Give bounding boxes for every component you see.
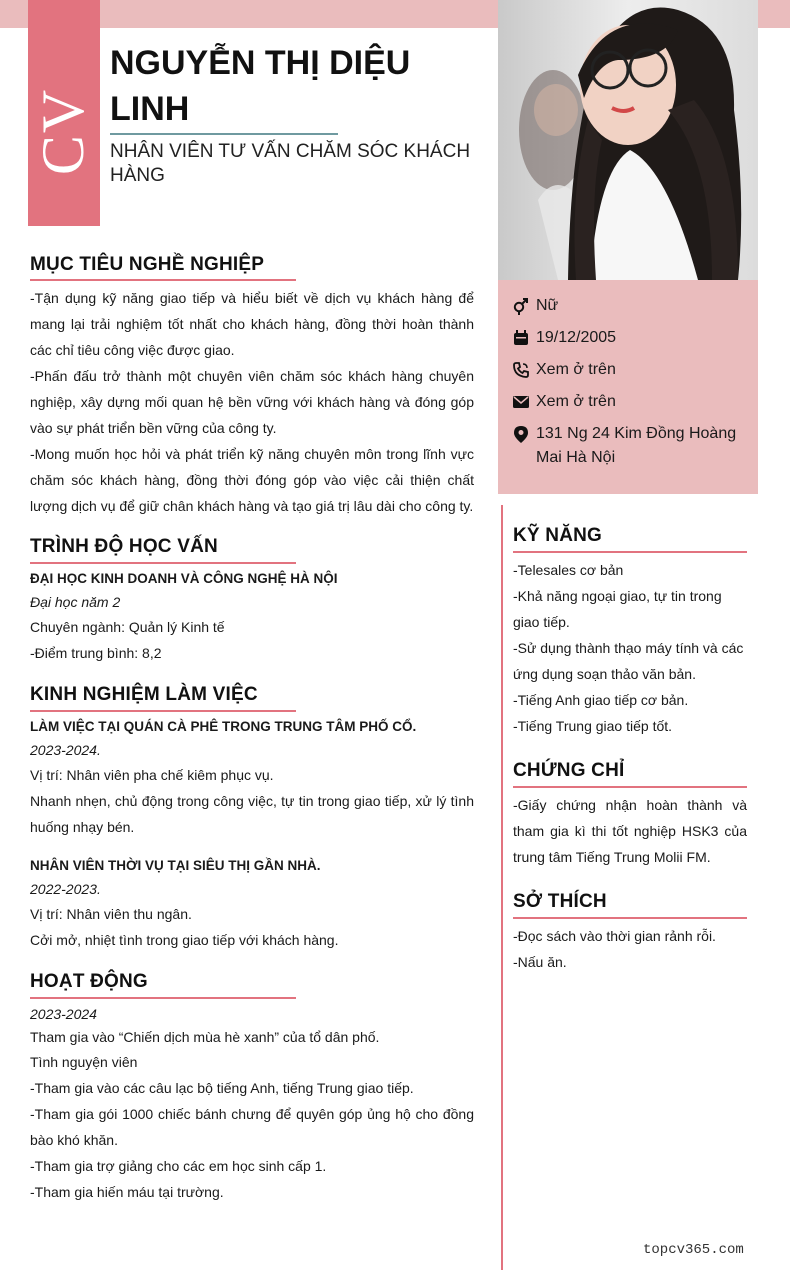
school-gpa: -Điểm trung bình: 8,2: [30, 645, 162, 661]
column-divider: [501, 505, 503, 1270]
hobbies-heading: SỞ THÍCH: [513, 891, 607, 912]
hobby-item: -Nấu ăn.: [513, 954, 567, 970]
contact-box: [498, 280, 758, 494]
hobby-item: -Đọc sách vào thời gian rảnh rỗi.: [513, 928, 716, 944]
education-heading: TRÌNH ĐỘ HỌC VẤN: [30, 536, 218, 557]
job-period-0: 2023-2024.: [30, 742, 101, 758]
experience-heading: KINH NGHIỆM LÀM VIỆC: [30, 684, 258, 705]
cv-tab: [28, 0, 100, 226]
contact-address: [512, 422, 751, 470]
skills-heading: KỸ NĂNG: [513, 525, 603, 546]
contact-phone: [512, 358, 751, 382]
objective-divider: [30, 279, 296, 281]
gender-value: Nữ: [536, 297, 559, 314]
name-divider: [110, 133, 338, 135]
job-period-1: 2022-2023.: [30, 881, 101, 897]
activities-intro: Tham gia vào “Chiến dịch mùa hè xanh” của tổ dân phố.: [30, 1029, 380, 1045]
job-position-1: Vị trí: Nhân viên thu ngân.: [30, 906, 192, 922]
objective-heading: MỤC TIÊU NGHỀ NGHIỆP: [30, 254, 265, 275]
objective-paragraph: -Mong muốn học hỏi và phát triển kỹ năng chuyên môn trong lĩnh vực chăm sóc khách hàng, đồng thời đóng góp vào việc cải thiện chất lượng dịch vụ để giữ chân khách hàng và tạo giá trị lâu dài cho công ty.: [30, 446, 474, 514]
activity-item: -Tham gia hiến máu tại trường.: [30, 1184, 224, 1200]
skills-divider: [513, 551, 747, 553]
objective-paragraph: -Phấn đấu trở thành một chuyên viên chăm sóc khách hàng chuyên nghiệp, xây dựng mối quan hệ bền vững với khách hàng và đóng góp vào sự phát triển bền vững của công ty.: [30, 368, 474, 436]
objective-paragraph: -Tận dụng kỹ năng giao tiếp và hiểu biết về dịch vụ khách hàng để mang lại trải nghiệm tốt nhất cho khách hàng, đồng thời hoàn thành các chỉ tiêu công việc được giao.: [30, 290, 474, 358]
address-value: 131 Ng 24 Kim Đồng Hoàng Mai Hà Nội: [536, 425, 737, 466]
profile-photo: [498, 0, 758, 280]
experience-divider: [30, 710, 296, 712]
skill-item: -Tiếng Trung giao tiếp tốt.: [513, 718, 673, 734]
job-title: NHÂN VIÊN TƯ VẤN CHĂM SÓC KHÁCH HÀNG: [110, 141, 471, 186]
education-divider: [30, 562, 296, 564]
skill-item: -Telesales cơ bản: [513, 562, 624, 578]
activities-role: Tình nguyện viên: [30, 1054, 138, 1070]
job-desc-1: Cởi mở, nhiệt tình trong giao tiếp với khách hàng.: [30, 932, 339, 948]
candidate-name: NGUYỄN THỊ DIỆU LINH: [110, 44, 411, 128]
hobbies-divider: [513, 917, 747, 919]
activity-item: -Tham gia gói 1000 chiếc bánh chưng để quyên góp ủng hộ cho đồng bào khó khăn.: [30, 1106, 474, 1148]
contact-email: [512, 390, 751, 414]
phone-value: Xem ở trên: [536, 361, 616, 378]
activities-divider: [30, 997, 296, 999]
mail-icon: [512, 390, 529, 414]
phone-icon: [512, 358, 529, 382]
footer-watermark: topcv365.com: [643, 1242, 744, 1258]
activity-item: -Tham gia vào các câu lạc bộ tiếng Anh, tiếng Trung giao tiếp.: [30, 1080, 414, 1096]
email-value: Xem ở trên: [536, 393, 616, 410]
activities-period: 2023-2024: [30, 1006, 97, 1022]
dob-value: 19/12/2005: [536, 329, 617, 346]
certificate-text: -Giấy chứng nhận hoàn thành và tham gia kì thi tốt nghiệp HSK3 của trung tâm Tiếng Trung Molii FM.: [513, 797, 747, 865]
job-title-1: NHÂN VIÊN THỜI VỤ TẠI SIÊU THỊ GẦN NHÀ.: [30, 858, 321, 873]
contact-dob: [512, 326, 751, 350]
skill-item: -Sử dụng thành thạo máy tính và các ứng dụng soạn thảo văn bản.: [513, 640, 744, 682]
cv-label: CV: [30, 87, 97, 175]
gender-icon: [512, 294, 529, 318]
school-major: Chuyên ngành: Quản lý Kinh tế: [30, 619, 225, 635]
school-name: ĐẠI HỌC KINH DOANH VÀ CÔNG NGHỆ HÀ NỘI: [30, 571, 338, 586]
certificates-heading: CHỨNG CHỈ: [513, 760, 625, 781]
activity-item: -Tham gia trợ giảng cho các em học sinh cấp 1.: [30, 1158, 327, 1174]
skill-item: -Khả năng ngoại giao, tự tin trong giao tiếp.: [513, 588, 722, 630]
skill-item: -Tiếng Anh giao tiếp cơ bản.: [513, 692, 689, 708]
activities-heading: HOẠT ĐỘNG: [30, 971, 148, 992]
calendar-icon: [512, 326, 529, 350]
job-desc-0: Nhanh nhẹn, chủ động trong công việc, tự tin trong giao tiếp, xử lý tình huống nhạy bén.: [30, 793, 474, 835]
job-title-0: LÀM VIỆC TẠI QUÁN CÀ PHÊ TRONG TRUNG TÂM PHỐ CỔ.: [30, 719, 417, 734]
contact-gender: [512, 294, 751, 318]
location-icon: [512, 422, 529, 446]
certificates-divider: [513, 786, 747, 788]
job-position-0: Vị trí: Nhân viên pha chế kiêm phục vụ.: [30, 767, 274, 783]
school-year: Đại học năm 2: [30, 594, 121, 610]
